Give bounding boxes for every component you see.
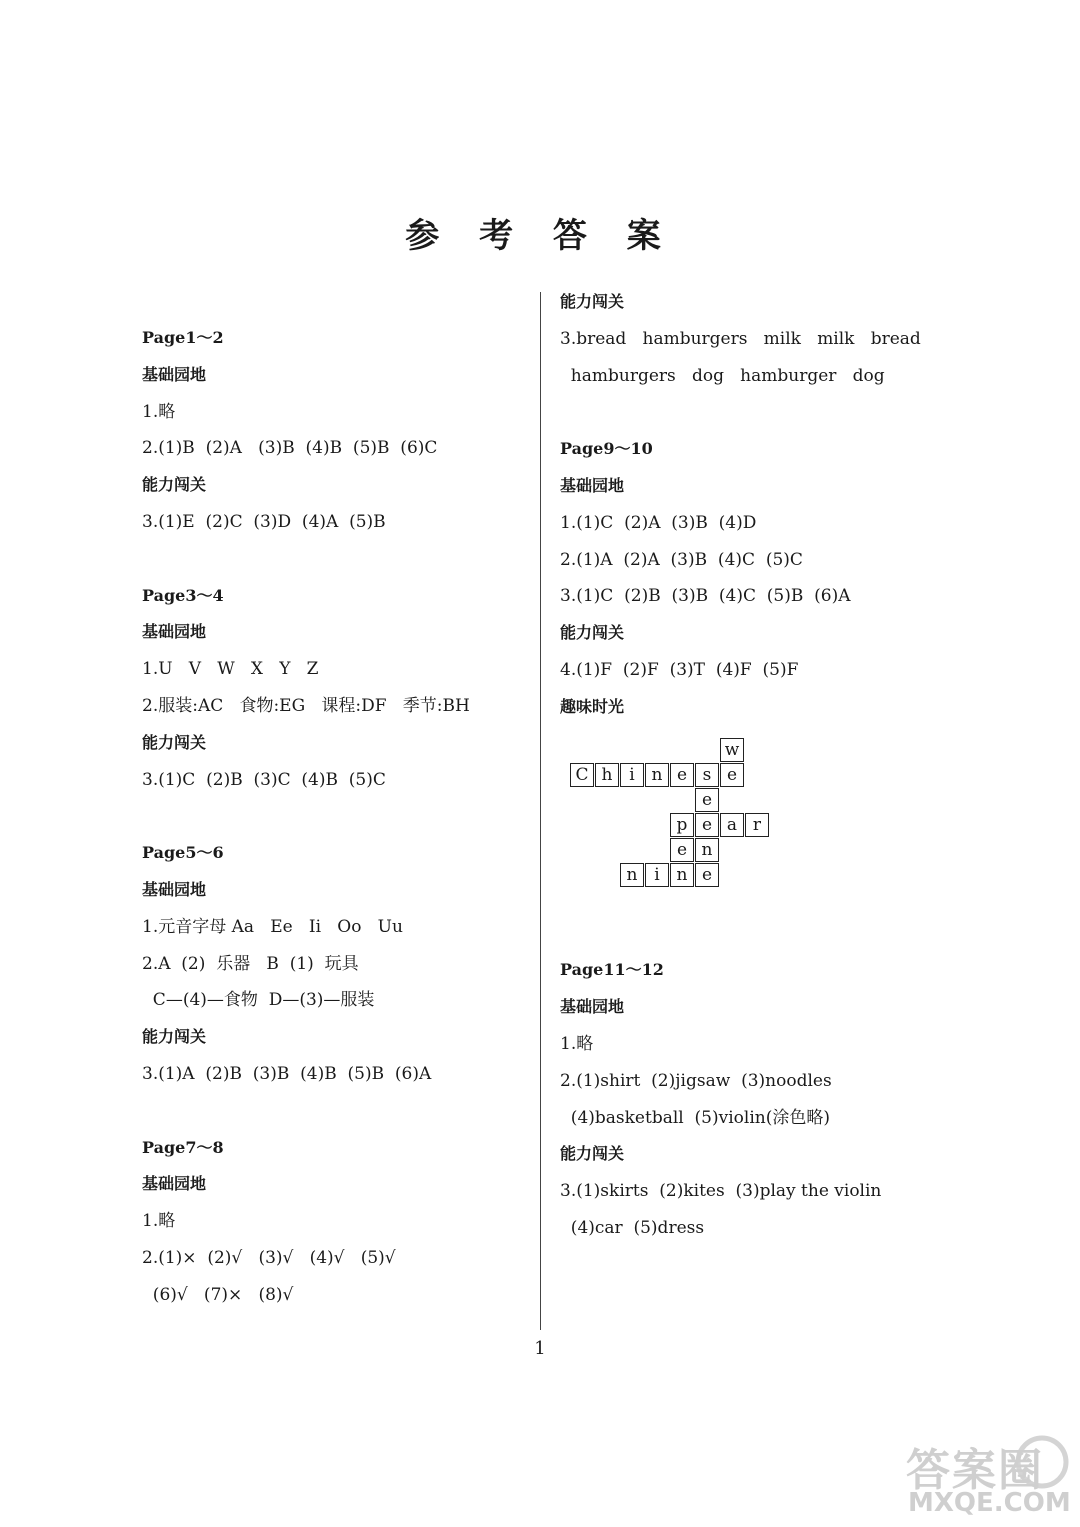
answer-line: 3.(1)C (2)B (3)C (4)B (5)C [142, 769, 386, 790]
crossword-cell: e [670, 838, 694, 862]
answer-line: 2.(1)shirt (2)jigsaw (3)noodles [560, 1070, 832, 1091]
crossword-cell: w [720, 738, 744, 762]
watermark-logo [900, 1430, 1070, 1520]
section-heading: 基础园地 [560, 997, 625, 1017]
watermark-sub: MXQE.COM [908, 1488, 1071, 1518]
crossword-cell: e [720, 763, 744, 787]
crossword-cell: n [695, 838, 719, 862]
answer-line: 3.(1)C (2)B (3)B (4)C (5)B (6)A [560, 586, 851, 607]
answer-line: 2.服装:AC 食物:EG 课程:DF 季节:BH [142, 696, 470, 716]
answer-line: 2.(1)A (2)A (3)B (4)C (5)C [560, 549, 803, 570]
answer-line: 1.元音字母 Aa Ee Ii Oo Uu [142, 916, 403, 937]
section-heading: 能力闯关 [560, 292, 625, 311]
page-heading: Page5～6 [142, 843, 224, 863]
page-heading: Page7～8 [142, 1137, 224, 1157]
page-heading: Page11～12 [560, 960, 664, 980]
page-heading: Page3～4 [142, 585, 224, 605]
crossword-cell: p [670, 813, 694, 837]
answer-line: C—(4)—食物 D—(3)—服装 [142, 990, 375, 1011]
answer-line: 1.U V W X Y Z [142, 659, 319, 680]
crossword-cell: s [695, 763, 719, 787]
answer-line: 1.略 [142, 401, 176, 422]
section-heading: 能力闯关 [142, 732, 207, 752]
answer-line: 1.(1)C (2)A (3)B (4)D [560, 512, 757, 533]
answer-line: 1.略 [560, 1034, 594, 1054]
crossword-cell: e [695, 863, 719, 887]
answer-line: 2.(1)× (2)√ (3)√ (4)√ (5)√ [142, 1248, 396, 1268]
answer-line: 3.(1)A (2)B (3)B (4)B (5)B (6)A [142, 1064, 432, 1084]
section-heading: 能力闯关 [560, 623, 625, 643]
page-title: 参 考 答 案 [405, 216, 675, 256]
crossword-cell: r [745, 813, 769, 837]
section-heading: 基础园地 [142, 364, 207, 384]
crossword-cell: e [670, 763, 694, 787]
crossword-cell: h [595, 763, 619, 787]
crossword-cell: e [695, 813, 719, 837]
section-heading: 基础园地 [560, 476, 625, 495]
answer-line: 3.(1)E (2)C (3)D (4)A (5)B [142, 512, 386, 532]
answer-line: hamburgers dog hamburger dog [560, 365, 885, 386]
crossword-cell: C [570, 763, 594, 787]
answer-line: 3.(1)skirts (2)kites (3)play the violin [560, 1181, 882, 1202]
page-heading: Page1～2 [142, 328, 224, 347]
answer-line: (6)√ (7)× (8)√ [142, 1284, 294, 1305]
answer-line: 1.略 [142, 1211, 176, 1232]
section-heading: 趣味时光 [560, 696, 625, 716]
crossword-cell: i [620, 763, 644, 787]
section-heading: 能力闯关 [142, 1027, 207, 1047]
section-heading: 基础园地 [142, 1174, 207, 1194]
section-heading: 基础园地 [142, 880, 207, 899]
page-number: 1 [534, 1338, 546, 1359]
answer-line: 2.(1)B (2)A (3)B (4)B (5)B (6)C [142, 438, 438, 459]
column-divider [540, 292, 541, 1330]
crossword-cell: i [645, 863, 669, 887]
section-heading: 基础园地 [142, 622, 207, 642]
crossword-cell: n [670, 863, 694, 887]
crossword-cell: e [695, 788, 719, 812]
crossword-cell: n [620, 863, 644, 887]
answer-line: 2.A (2) 乐器 B (1) 玩具 [142, 953, 359, 974]
answer-line: (4)basketball (5)violin(涂色略) [560, 1107, 830, 1128]
page-heading: Page9～10 [560, 439, 653, 459]
answer-line: (4)car (5)dress [560, 1218, 705, 1238]
section-heading: 能力闯关 [560, 1144, 625, 1164]
watermark-text: 答案圈 [906, 1445, 1044, 1496]
answer-line: 3.bread hamburgers milk milk bread [560, 328, 921, 349]
crossword-cell: n [645, 763, 669, 787]
section-heading: 能力闯关 [142, 475, 207, 495]
answer-line: 4.(1)F (2)F (3)T (4)F (5)F [560, 660, 799, 680]
crossword-cell: a [720, 813, 744, 837]
